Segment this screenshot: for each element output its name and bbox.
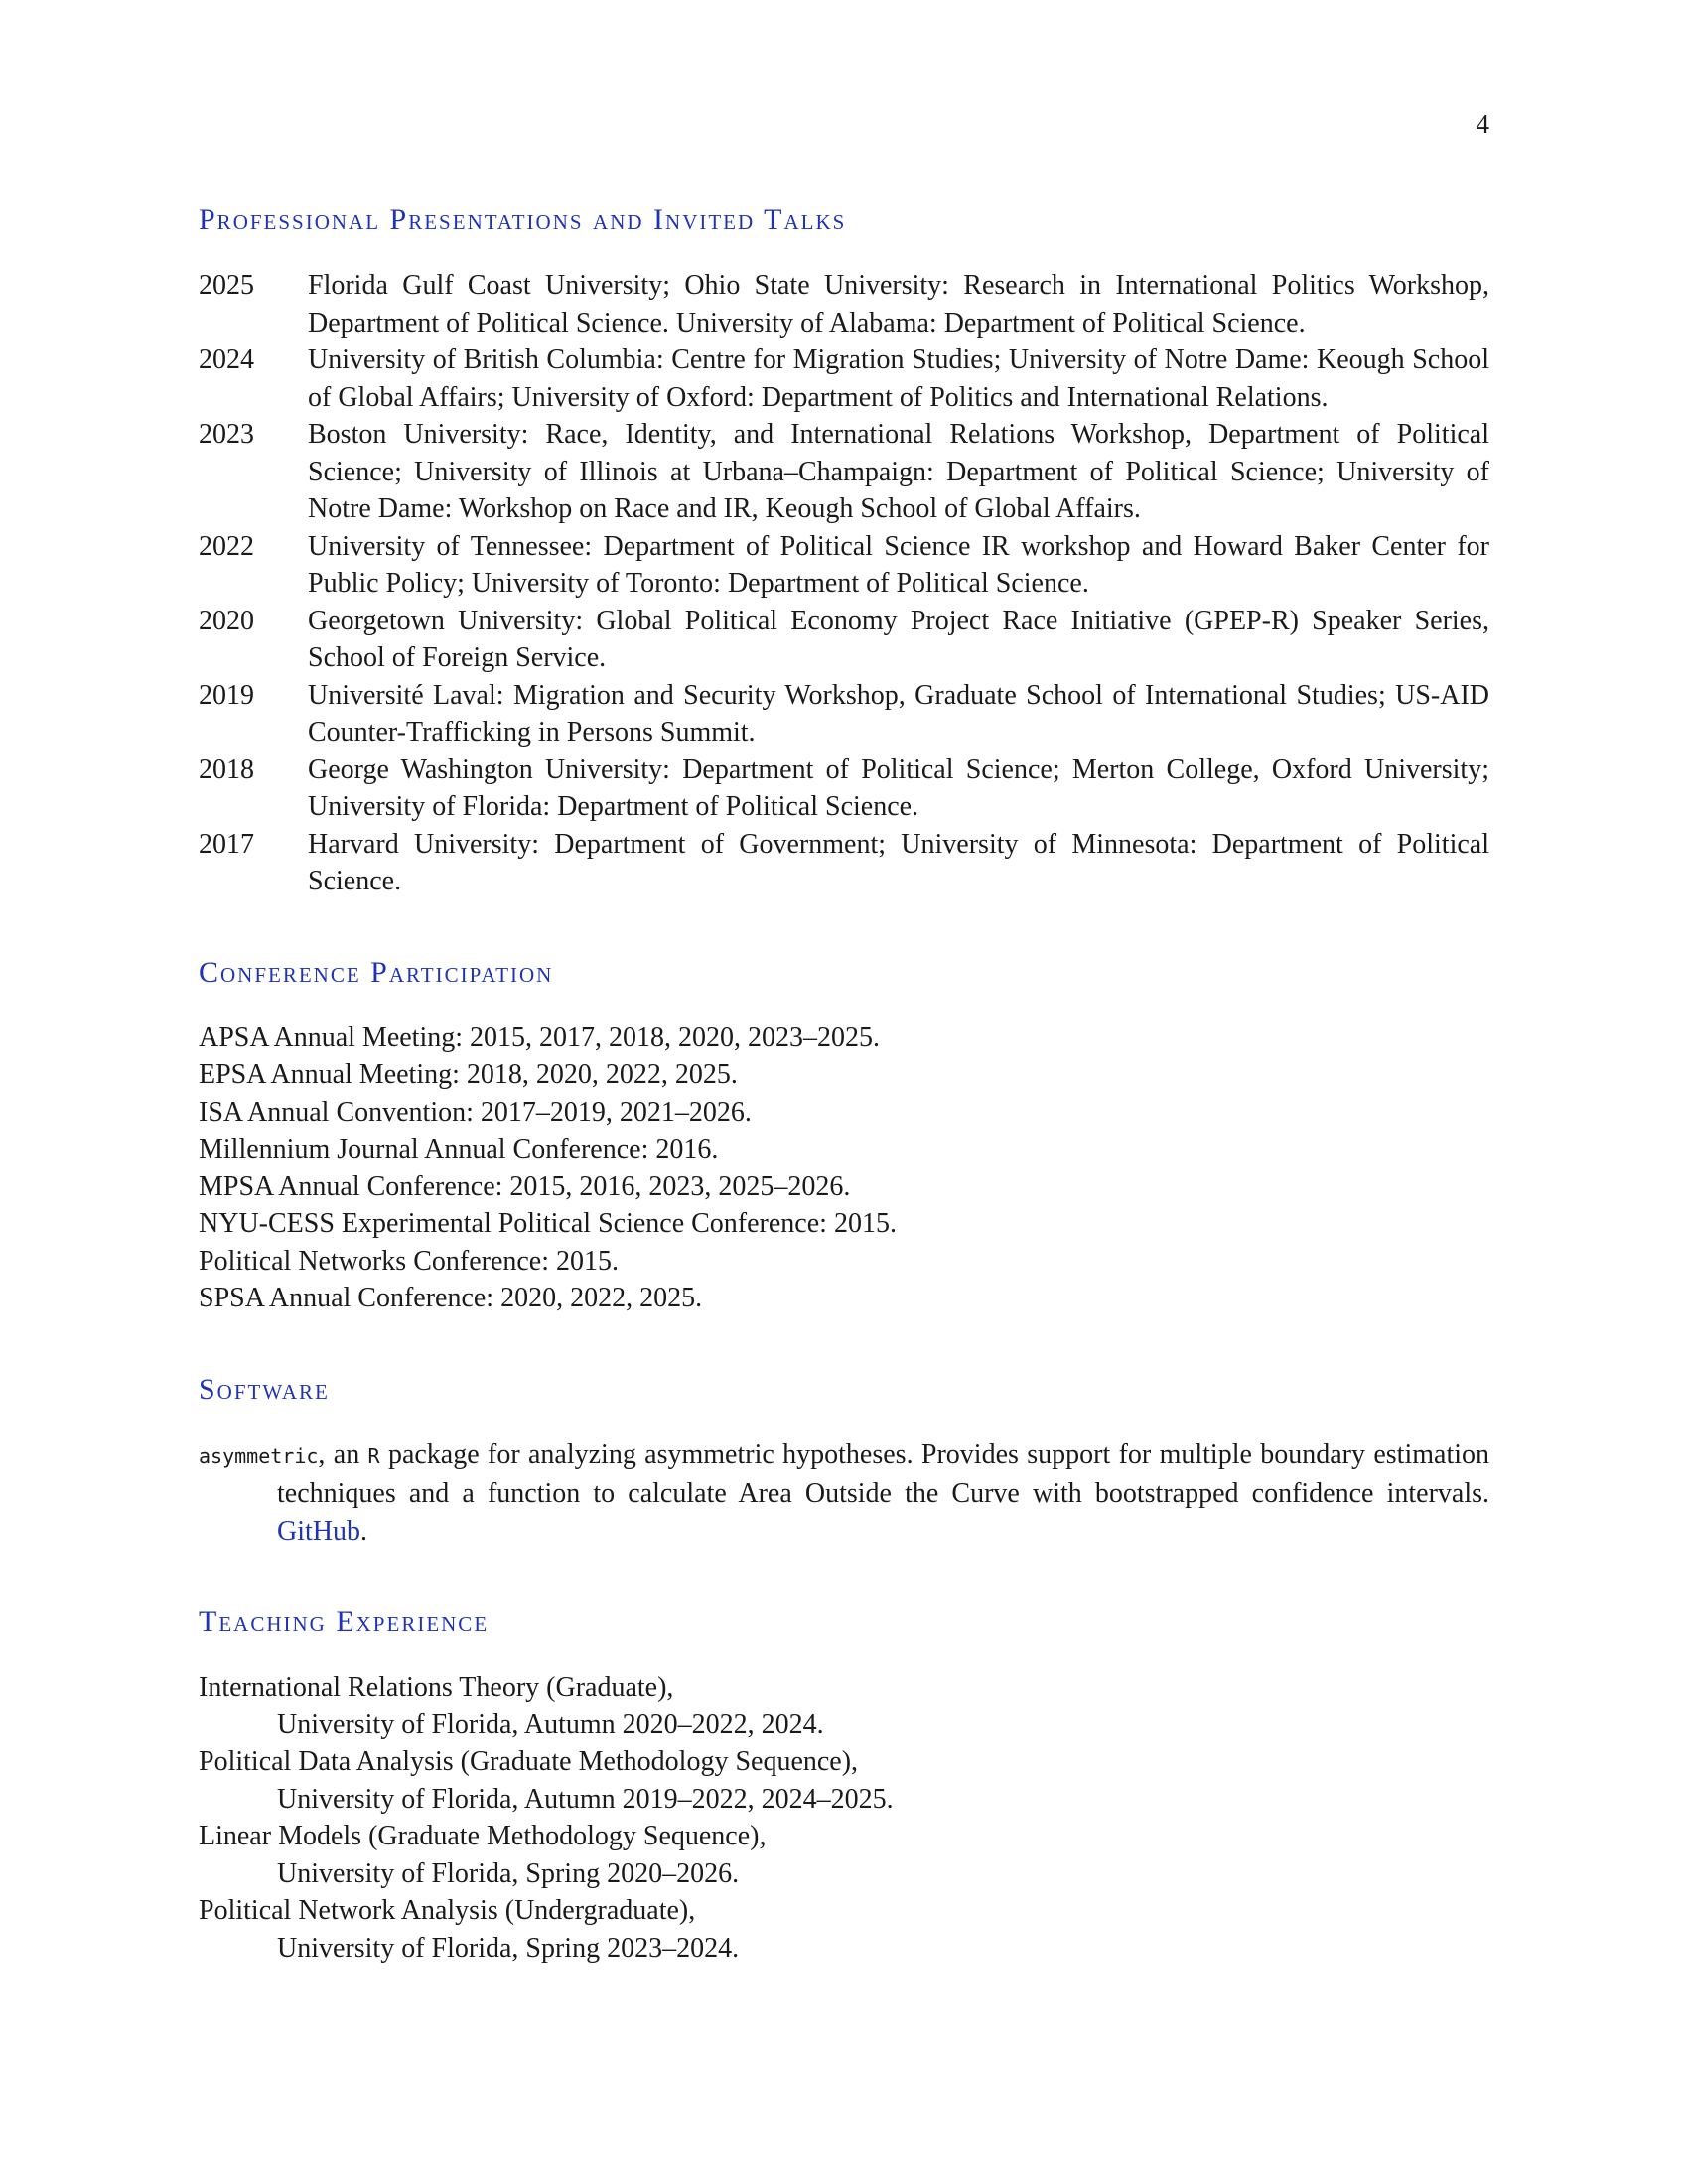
- software-section: [199, 1373, 1489, 1551]
- software-entry: [199, 1436, 1489, 1551]
- course-name: Political Data Analysis (Graduate Methodology Sequence),: [199, 1746, 859, 1777]
- teaching-section: [199, 1605, 1489, 1967]
- list-item: APSA Annual Meeting: 2015, 2017, 2018, 2020, 2023–2025.: [199, 1022, 881, 1053]
- list-item: Political Networks Conference: 2015.: [199, 1245, 620, 1277]
- talk-year: 2024: [199, 344, 254, 375]
- github-link[interactable]: GitHub: [277, 1515, 360, 1547]
- list-item: SPSA Annual Conference: 2020, 2022, 2025.: [199, 1283, 703, 1313]
- list-item: EPSA Annual Meeting: 2018, 2020, 2022, 2025.: [199, 1059, 738, 1090]
- list-item: [199, 1892, 1489, 1967]
- list-item: [199, 416, 1489, 528]
- course-detail: University of Florida, Autumn 2020–2022, 2024.: [277, 1708, 824, 1740]
- list-item: [199, 1669, 1489, 1743]
- presentations-list: [199, 267, 1489, 900]
- list-item: [199, 1743, 1489, 1818]
- list-item: Millennium Journal Annual Conference: 2016.: [199, 1134, 719, 1164]
- section-title-software: Software: [199, 1372, 330, 1406]
- talk-year: 2020: [199, 605, 254, 636]
- list-item: ISA Annual Convention: 2017–2019, 2021–2026.: [199, 1096, 752, 1128]
- talk-text: Florida Gulf Coast University; Ohio State University: Research in International Politics Workshop, Department of Political Science. University of Alabama: Department of Political Science.: [308, 270, 1489, 339]
- list-item: [199, 751, 1489, 826]
- talk-text: Boston University: Race, Identity, and International Relations Workshop, Department of Political Science; University of Illinois at Urbana–Champaign: Department of Political Science; University of Notre Dame: Workshop on Race and IR, Keough School of Global Affairs.: [308, 419, 1489, 524]
- section-title-presentations: Professional Presentations and Invited Talks: [199, 204, 847, 236]
- course-name: International Relations Theory (Graduate),: [199, 1672, 674, 1703]
- page-number: 4: [1476, 109, 1489, 139]
- talk-year: 2023: [199, 419, 254, 450]
- conferences-section: [199, 956, 1489, 1317]
- list-item: [199, 603, 1489, 677]
- talk-text: George Washington University: Department of Political Science; Merton College, Oxford University; University of Florida: Department of Political Science.: [308, 753, 1489, 822]
- list-item: [199, 826, 1489, 900]
- presentations-section: [199, 204, 1489, 900]
- course-detail: University of Florida, Spring 2020–2026.: [277, 1857, 740, 1889]
- cv-content: [199, 204, 1489, 2022]
- section-title-teaching: Teaching Experience: [199, 1605, 490, 1638]
- course-name: Political Network Analysis (Undergraduate),: [199, 1895, 696, 1926]
- software-sep: , an: [318, 1438, 368, 1470]
- talk-text: Harvard University: Department of Government; University of Minnesota: Department of Political Science.: [308, 828, 1489, 896]
- talk-year: 2022: [199, 530, 254, 562]
- section-title-conferences: Conference Participation: [199, 955, 554, 989]
- list-item: [199, 677, 1489, 751]
- talk-year: 2025: [199, 270, 254, 301]
- course-detail: University of Florida, Autumn 2019–2022, 2024–2025.: [277, 1783, 894, 1815]
- language-name: R: [367, 1443, 380, 1468]
- course-name: Linear Models (Graduate Methodology Sequence),: [199, 1821, 767, 1851]
- teaching-list: [199, 1669, 1489, 1967]
- talk-text: Georgetown University: Global Political Economy Project Race Initiative (GPEP-R) Speaker Series, School of Foreign Service.: [308, 605, 1489, 673]
- talk-year: 2018: [199, 753, 254, 785]
- talk-year: 2019: [199, 679, 254, 711]
- list-item: [199, 341, 1489, 416]
- talk-text: University of British Columbia: Centre for Migration Studies; University of Notre Dame: Keough School of Global Affairs; University of Oxford: Department of Politics and International Relations.: [308, 344, 1489, 413]
- list-item: NYU-CESS Experimental Political Science Conference: 2015.: [199, 1208, 897, 1239]
- list-item: [199, 267, 1489, 341]
- list-item: MPSA Annual Conference: 2015, 2016, 2023, 2025–2026.: [199, 1170, 851, 1202]
- list-item: [199, 528, 1489, 603]
- package-name: asymmetric: [199, 1443, 319, 1468]
- talk-text: Université Laval: Migration and Security Workshop, Graduate School of International Studies; US-AID Counter-Trafficking in Persons Summit.: [308, 679, 1489, 748]
- course-detail: University of Florida, Spring 2023–2024.: [277, 1932, 740, 1964]
- talk-text: University of Tennessee: Department of Political Science IR workshop and Howard Baker Center for Public Policy; University of Toronto: Department of Political Science.: [308, 530, 1489, 599]
- conferences-list: [199, 1020, 1489, 1317]
- talk-year: 2017: [199, 828, 254, 860]
- software-description: package for analyzing asymmetric hypotheses. Provides support for multiple boundary estimation techniques and a function to calculate Area Outside the Curve with bootstrapped confidence intervals.: [277, 1438, 1489, 1509]
- software-end: .: [360, 1515, 367, 1547]
- list-item: [199, 1818, 1489, 1892]
